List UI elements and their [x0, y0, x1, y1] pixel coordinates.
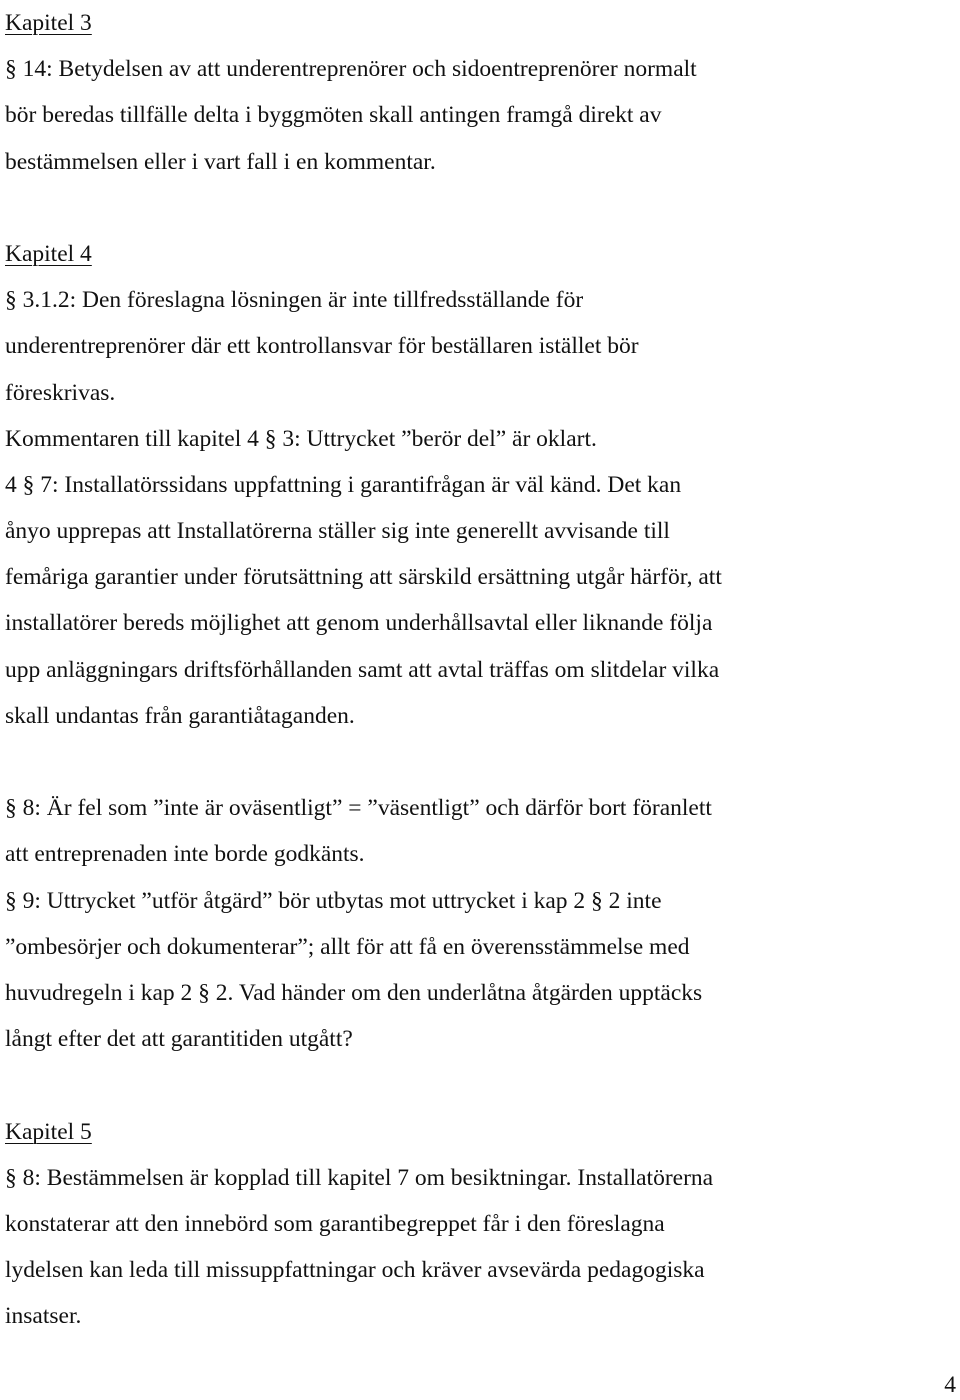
document-body — [5, 0, 955, 1339]
text-line: upp anläggningars driftsförhållanden samt att avtal träffas om slitdelar vilka — [5, 656, 720, 683]
text-line: huvudregeln i kap 2 § 2. Vad händer om den underlåtna åtgärden upptäcks — [5, 979, 703, 1006]
chapter-heading: Kapitel 3 — [5, 10, 92, 36]
text-line: långt efter det att garantitiden utgått? — [5, 1026, 353, 1053]
text-line: ”ombesörjer och dokumenterar”; allt för att få en överensstämmelse med — [5, 933, 690, 960]
text-line: 4 § 7: Installatörssidans uppfattning i garantifrågan är väl känd. Det kan — [5, 471, 682, 498]
text-line: § 8: Är fel som ”inte är oväsentligt” = ”väsentligt” och därför bort föranlett — [5, 795, 712, 822]
blank-line — [5, 739, 955, 785]
text-line: Kommentaren till kapitel 4 § 3: Uttrycket ”berör del” är oklart. — [5, 425, 597, 452]
text-line: föreskrivas. — [5, 379, 116, 406]
text-line: lydelsen kan leda till missuppfattningar och kräver avsevärda pedagogiska — [5, 1257, 705, 1284]
text-line: skall undantas från garantiåtaganden. — [5, 702, 355, 729]
text-line: § 8: Bestämmelsen är kopplad till kapitel 7 om besiktningar. Installatörerna — [5, 1164, 714, 1191]
text-line: bör beredas tillfälle delta i byggmöten skall antingen framgå direkt av — [5, 102, 662, 129]
text-line: femåriga garantier under förutsättning att särskild ersättning utgår härför, att — [5, 564, 722, 591]
text-line: insatser. — [5, 1303, 82, 1330]
text-line: underentreprenörer där ett kontrollansvar för beställaren istället bör — [5, 333, 639, 360]
text-line: § 3.1.2: Den föreslagna lösningen är inte tillfredsställande för — [5, 287, 584, 314]
text-line: installatörer bereds möjlighet att genom underhållsavtal eller liknande följa — [5, 610, 713, 637]
blank-line — [5, 1062, 955, 1108]
text-line: bestämmelsen eller i vart fall i en kommentar. — [5, 148, 436, 175]
blank-line — [5, 185, 955, 231]
chapter-heading: Kapitel 4 — [5, 240, 92, 267]
page-number: 4 — [944, 1372, 956, 1398]
text-line: konstaterar att den innebörd som garantibegreppet får i den föreslagna — [5, 1210, 665, 1237]
chapter-heading: Kapitel 5 — [5, 1118, 92, 1145]
text-line: att entreprenaden inte borde godkänts. — [5, 841, 365, 868]
text-line: § 9: Uttrycket ”utför åtgärd” bör utbytas mot uttrycket i kap 2 § 2 inte — [5, 887, 662, 914]
text-line: ånyo upprepas att Installatörerna ställer sig inte generellt avvisande till — [5, 518, 670, 545]
text-line: § 14: Betydelsen av att underentreprenörer och sidoentreprenörer normalt — [5, 56, 697, 83]
